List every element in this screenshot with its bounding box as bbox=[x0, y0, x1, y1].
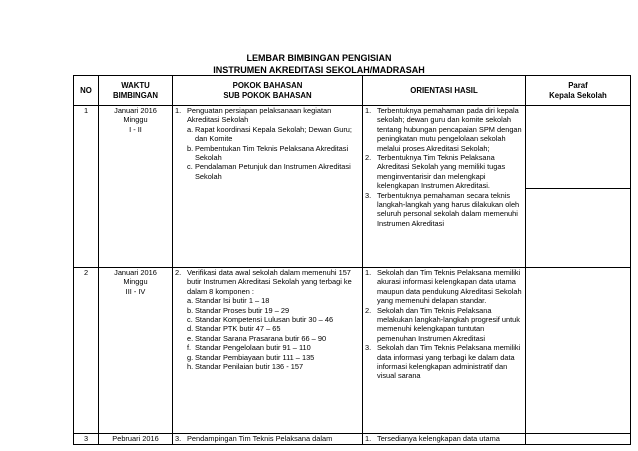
col-header-waktu bbox=[99, 76, 173, 106]
list-item bbox=[187, 162, 360, 181]
list-marker: b. bbox=[187, 143, 194, 153]
list-marker: 3. bbox=[175, 434, 182, 443]
row2-pokok-main bbox=[175, 268, 360, 296]
list-marker: 3. bbox=[365, 190, 372, 200]
col-header-waktu-line2: BIMBINGAN bbox=[112, 90, 159, 100]
list-marker: h. bbox=[187, 362, 194, 372]
list-item bbox=[187, 315, 360, 324]
col-header-paraf bbox=[526, 76, 631, 106]
row1-pokok-main bbox=[175, 106, 360, 125]
col-header-pokok-line1: POKOK BAHASAN bbox=[232, 80, 303, 90]
row2-pokok bbox=[173, 268, 363, 434]
row1-orientasi bbox=[363, 106, 526, 268]
list-item bbox=[187, 324, 360, 333]
col-header-orientasi: ORIENTASI HASIL bbox=[363, 76, 526, 106]
list-item bbox=[187, 306, 360, 315]
row3-waktu-line1: Pebruari 2016 bbox=[112, 434, 159, 443]
row1-no: 1 bbox=[74, 106, 99, 268]
guidance-table bbox=[73, 75, 631, 445]
list-item bbox=[365, 191, 523, 229]
list-text: Terbentuknya pemahaman secara teknis langkah-langkah yang harus dilakukan oleh seluruh personal sekolah dalam memenuhi Instrumen Akreditasi bbox=[377, 190, 520, 228]
row3-waktu bbox=[99, 434, 173, 445]
list-marker: 1. bbox=[365, 268, 372, 277]
list-marker: 1. bbox=[365, 106, 372, 115]
list-item bbox=[187, 296, 360, 305]
list-text: Sekolah dan Tim Teknis Pelaksana memiliki data informasi yang terbagi ke dalam data informasi kelengkapan administratif dan visual sarana bbox=[377, 343, 521, 381]
row2-waktu bbox=[99, 268, 173, 434]
list-text: Standar Kompetensi Lulusan butir 30 – 46 bbox=[195, 315, 334, 325]
list-text: Pendampingan Tim Teknis Pelaksana dalam bbox=[187, 434, 333, 443]
row1-paraf-upper bbox=[526, 106, 630, 189]
list-text: Sekolah dan Tim Teknis Pelaksana memiliki akurasi informasi kelengkapan data utama maupun data pendukung Akreditasi Sekolah yang memenuhi delapan standar. bbox=[377, 268, 522, 306]
row2-waktu-line3: III - IV bbox=[125, 286, 146, 296]
row2-orientasi bbox=[363, 268, 526, 434]
list-marker: c. bbox=[187, 162, 193, 172]
list-item bbox=[187, 125, 360, 144]
list-marker: g. bbox=[187, 352, 194, 362]
list-text: Standar Isi butir 1 – 18 bbox=[195, 296, 270, 306]
list-marker: a. bbox=[187, 124, 194, 134]
row1-waktu-line2: Minggu bbox=[123, 115, 148, 125]
document-title: LEMBAR BIMBINGAN PENGISIAN bbox=[246, 53, 392, 63]
list-text: Standar Sarana Prasarana butir 66 – 90 bbox=[195, 333, 327, 343]
table-row bbox=[74, 268, 631, 434]
col-header-pokok bbox=[173, 76, 363, 106]
list-marker: b. bbox=[187, 305, 194, 315]
list-text: Standar Penilaian butir 136 - 157 bbox=[195, 362, 304, 372]
list-marker: 3. bbox=[365, 343, 372, 353]
list-marker: c. bbox=[187, 315, 193, 325]
table-row bbox=[74, 106, 631, 268]
list-text: Verifikasi data awal sekolah dalam memenuhi 157 butir Instrumen Akreditasi Sekolah yang terbagi ke dalam 8 komponen : bbox=[187, 268, 352, 296]
list-text: Sekolah dan Tim Teknis Pelaksana melakukan langkah-langkah progresif untuk memenuhi kelengkapan tuntutan pemenuhan Instrumen Akreditasi bbox=[377, 305, 520, 343]
list-text: Standar PTK butir 47 – 65 bbox=[195, 324, 281, 334]
col-header-no: NO bbox=[74, 76, 99, 106]
col-header-paraf-line1: Paraf bbox=[568, 80, 588, 90]
list-text: Terbentuknya Tim Teknis Pelaksana Akreditasi Sekolah yang memiliki tugas menginventarisir dan melengkapi kelengkapan Instrumen Akreditasi. bbox=[377, 153, 506, 191]
list-text: Terbentuknya pemahaman pada diri kepala sekolah; dewan guru dan komite sekolah tentang hubungan pencapaian SPM dengan peningkatan mutu pengelolaan sekolah melalui proses Akreditasi Sekolah; bbox=[377, 106, 522, 153]
list-text: Pembentukan Tim Teknis Pelaksana Akreditasi Sekolah bbox=[195, 143, 349, 163]
list-item bbox=[365, 434, 523, 443]
row1-waktu-line3: I - II bbox=[129, 124, 142, 134]
list-text: Standar Pembiayaan butir 111 – 135 bbox=[195, 352, 315, 362]
table-header-row bbox=[74, 76, 631, 106]
list-marker: 2. bbox=[365, 153, 372, 163]
col-header-pokok-line2: SUB POKOK BAHASAN bbox=[223, 90, 312, 100]
row2-paraf-cell bbox=[526, 268, 631, 434]
list-text: Tersedianya kelengkapan data utama bbox=[377, 434, 500, 443]
row1-waktu-line1: Januari 2016 bbox=[114, 106, 157, 115]
list-item bbox=[365, 306, 523, 344]
list-item bbox=[187, 144, 360, 163]
list-item bbox=[365, 106, 523, 153]
list-marker: a. bbox=[187, 296, 194, 306]
row3-paraf-cell bbox=[526, 434, 631, 445]
row3-orientasi bbox=[363, 434, 526, 445]
col-header-waktu-line1: WAKTU bbox=[121, 80, 150, 90]
row3-no: 3 bbox=[74, 434, 99, 445]
row1-paraf-cell bbox=[526, 106, 631, 268]
list-marker: f. bbox=[187, 343, 192, 353]
row1-pokok bbox=[173, 106, 363, 268]
list-marker: d. bbox=[187, 324, 194, 334]
list-item bbox=[187, 362, 360, 371]
list-text: Standar Proses butir 19 – 29 bbox=[195, 305, 290, 315]
list-item bbox=[365, 268, 523, 306]
list-item bbox=[365, 343, 523, 381]
list-item bbox=[365, 153, 523, 191]
list-text: Rapat koordinasi Kepala Sekolah; Dewan Guru; dan Komite bbox=[195, 124, 352, 144]
col-header-paraf-line2: Kepala Sekolah bbox=[549, 90, 607, 100]
list-item bbox=[187, 334, 360, 343]
list-marker: 1. bbox=[365, 434, 372, 443]
table-row bbox=[74, 434, 631, 445]
list-marker: 1. bbox=[175, 106, 182, 115]
list-marker: 2. bbox=[175, 268, 182, 277]
row2-waktu-line1: Januari 2016 bbox=[114, 268, 157, 277]
list-text: Standar Pengelolaan butir 91 – 110 bbox=[195, 343, 311, 353]
list-text: Penguatan persiapan pelaksanaan kegiatan Akreditasi Sekolah bbox=[187, 106, 332, 125]
list-text: Pendalaman Petunjuk dan Instrumen Akreditasi Sekolah bbox=[195, 162, 351, 181]
row1-waktu bbox=[99, 106, 173, 268]
list-item bbox=[187, 343, 360, 352]
list-marker: 2. bbox=[365, 305, 372, 315]
list-item bbox=[187, 353, 360, 362]
row3-pokok-main bbox=[175, 434, 360, 443]
row2-waktu-line2: Minggu bbox=[123, 277, 148, 287]
row3-pokok bbox=[173, 434, 363, 445]
row2-no: 2 bbox=[74, 268, 99, 434]
document-subtitle: INSTRUMEN AKREDITASI SEKOLAH/MADRASAH bbox=[213, 65, 425, 75]
list-marker: e. bbox=[187, 333, 194, 343]
